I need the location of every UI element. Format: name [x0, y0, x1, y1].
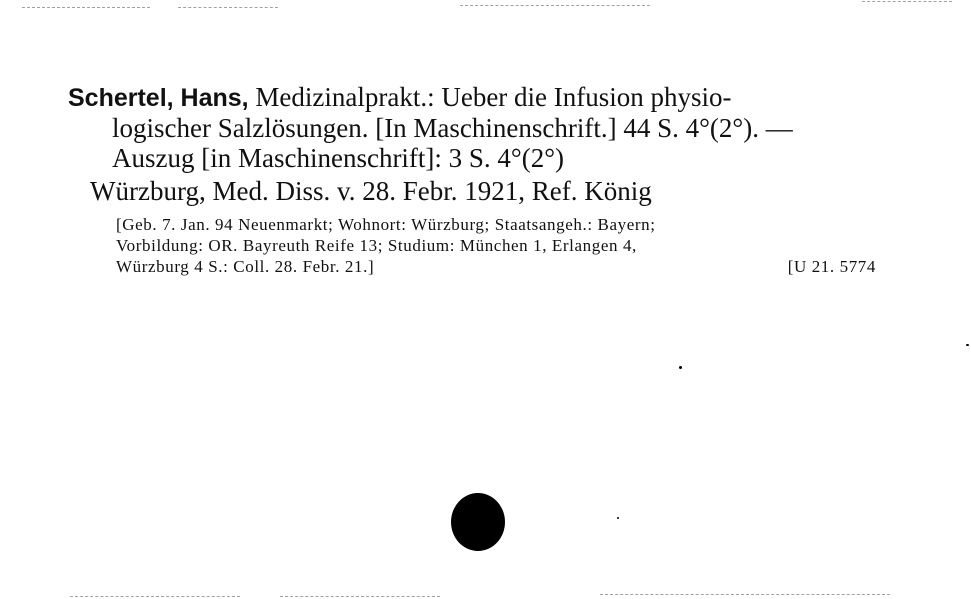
note-text-2: Vorbildung: OR. Bayreuth Reife 13; Studium: München 1, Erlangen 4, [116, 236, 637, 255]
scan-edge-top-3 [460, 5, 650, 6]
note-text-3: Würzburg 4 S.: Coll. 28. Febr. 21.] [116, 257, 375, 276]
catalog-number: [U 21. 5774 [787, 257, 876, 276]
scan-edge-top-4 [862, 1, 952, 2]
entry-line-3: Auszug [in Maschinenschrift]: 3 S. 4°(2°) [112, 143, 565, 173]
entry-line-4: Würzburg, Med. Diss. v. 28. Febr. 1921, Ref. König [90, 176, 652, 206]
speck-2 [617, 517, 619, 519]
author-name: Schertel, Hans, [68, 84, 249, 112]
punch-hole [451, 493, 505, 551]
title-start: Medizinalprakt.: Ueber die Infusion physio- [248, 82, 732, 112]
scan-edge-bottom-3 [600, 594, 890, 595]
biographical-notes [116, 214, 876, 277]
note-row-2 [116, 235, 876, 256]
scan-edge-bottom-1 [70, 596, 240, 597]
scan-edge-bottom-2 [280, 596, 440, 597]
speck-1 [679, 366, 682, 369]
entry-line-2: logischer Salzlösungen. [In Maschinenschrift.] 44 S. 4°(2°). — [112, 113, 793, 143]
entry-line-1 [68, 82, 732, 113]
note-row-1 [116, 214, 876, 235]
note-text-1: [Geb. 7. Jan. 94 Neuenmarkt; Wohnort: Würzburg; Staatsangeh.: Bayern; [116, 215, 656, 234]
note-row-3 [116, 256, 876, 277]
speck-3 [966, 344, 969, 346]
scan-edge-top-2 [178, 7, 278, 8]
scan-edge-top-1 [22, 7, 150, 8]
